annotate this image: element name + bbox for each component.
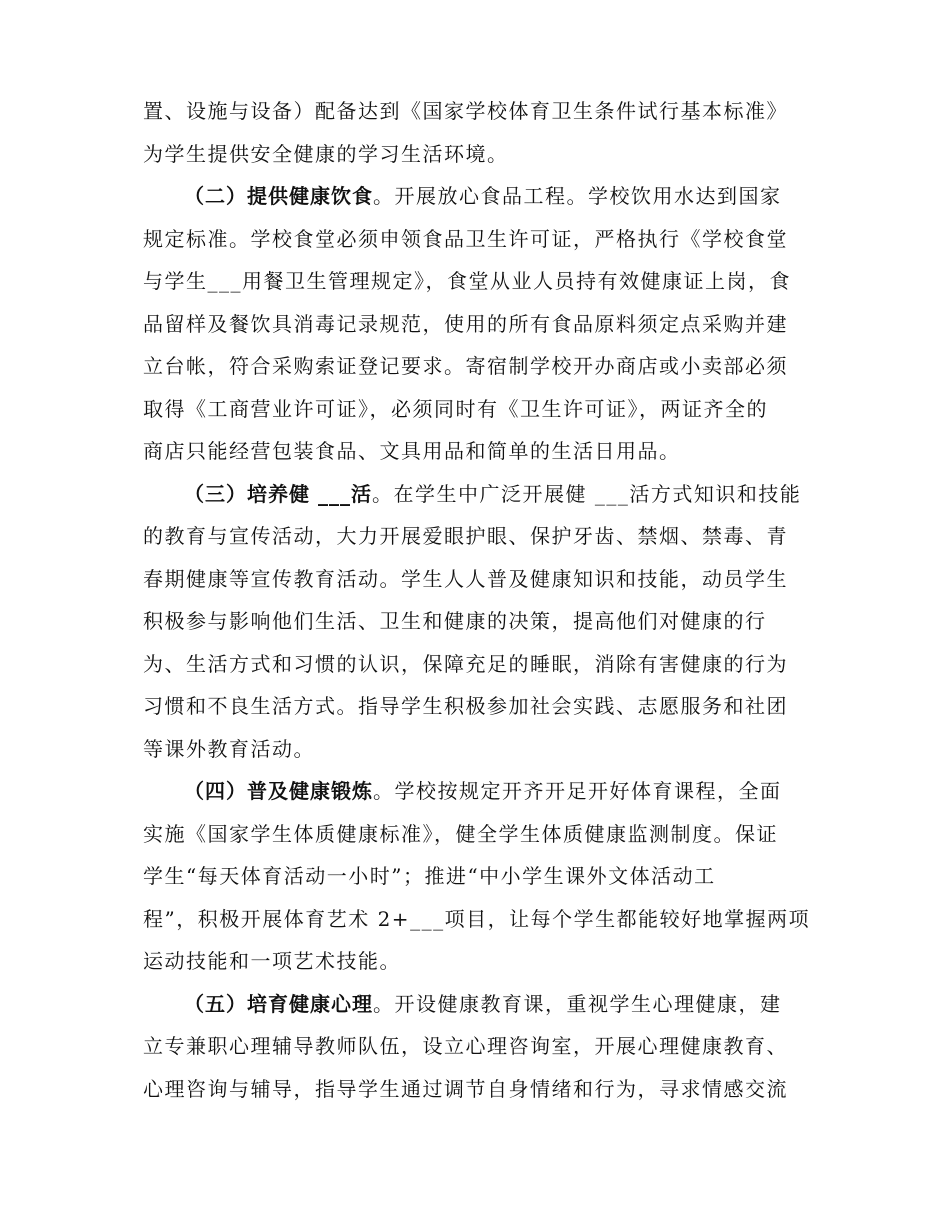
text-line: 规定标准。学校食堂必须申领食品卫生许可证，严格执行《学校食堂 xyxy=(143,226,788,251)
paragraph-4-first-line xyxy=(143,770,823,813)
paragraph-2-first-line xyxy=(143,175,823,218)
text-line: 品留样及餐饮具消毒记录规范，使用的所有食品原料须定点采购并建 xyxy=(143,311,788,336)
text-line: 春期健康等宣传教育活动。学生人人普及健康知识和技能，动员学生 xyxy=(143,566,788,591)
text-span: 。在学生中广泛开展健 ___活方式知识和技能 xyxy=(371,481,802,506)
text-line: 立专兼职心理辅导教师队伍，设立心理咨询室，开展心理健康教育、 xyxy=(143,1034,788,1058)
text-line: 立台帐，符合采购索证登记要求。寄宿制学校开办商店或小卖部必须 xyxy=(143,354,788,378)
text-line: 运动技能和一项艺术技能。 xyxy=(143,949,401,973)
text-line: 程”，积极开展体育艺术 2+___项目，让每个学生都能较好地掌握两项 xyxy=(143,906,811,931)
text-line: 与学生___用餐卫生管理规定》，食堂从业人员持有效健康证上岗，食 xyxy=(143,269,791,293)
text-span: 。开展放心食品工程。学校饮用水达到国家 xyxy=(373,184,782,208)
text-line: 置、设施与设备）配备达到《国家学校体育卫生条件试行基本标准》 xyxy=(143,99,788,123)
text-line: 实施《国家学生体质健康标准》，健全学生体质健康监测制度。保证 xyxy=(143,821,778,846)
text-line: 学生“每天体育活动一小时”；推进“中小学生课外文体活动工 xyxy=(143,864,716,888)
text-line: 取得《工商营业许可证》，必须同时有《卫生许可证》，两证齐全的 xyxy=(143,396,768,421)
paragraph-5-first-line xyxy=(143,983,823,1026)
text-line: 为学生提供安全健康的学习生活环境。 xyxy=(143,141,509,166)
text-line: 积极参与影响他们生活、卫生和健康的决策，提高他们对健康的行 xyxy=(143,609,767,633)
section-heading-3: （三）培养健 ___活 xyxy=(184,481,372,506)
text-line: 商店只能经营包装食品、文具用品和简单的生活日用品。 xyxy=(143,439,681,463)
paragraph-3-first-line xyxy=(143,473,823,516)
section-heading-4: （四）普及健康锻炼 xyxy=(184,779,373,803)
text-span: 。学校按规定开齐开足开好体育课程，全面 xyxy=(373,779,782,803)
text-line: 为、生活方式和习惯的认识，保障充足的睡眠，消除有害健康的行为 xyxy=(143,651,788,676)
section-heading-5: （五）培育健康心理 xyxy=(184,991,373,1016)
text-line: 习惯和不良生活方式。指导学生积极参加社会实践、志愿服务和社团 xyxy=(143,694,788,718)
document-body xyxy=(143,90,823,1110)
text-line: 心理咨询与辅导，指导学生通过调节自身情绪和行为，寻求情感交流 xyxy=(143,1076,788,1101)
text-line: 的教育与宣传活动，大力开展爱眼护眼、保护牙齿、禁烟、禁毒、青 xyxy=(143,524,788,548)
section-heading-2: （二）提供健康饮食 xyxy=(184,184,373,208)
text-span: 。开设健康教育课，重视学生心理健康，建 xyxy=(373,991,782,1016)
text-line: 等课外教育活动。 xyxy=(143,736,315,761)
